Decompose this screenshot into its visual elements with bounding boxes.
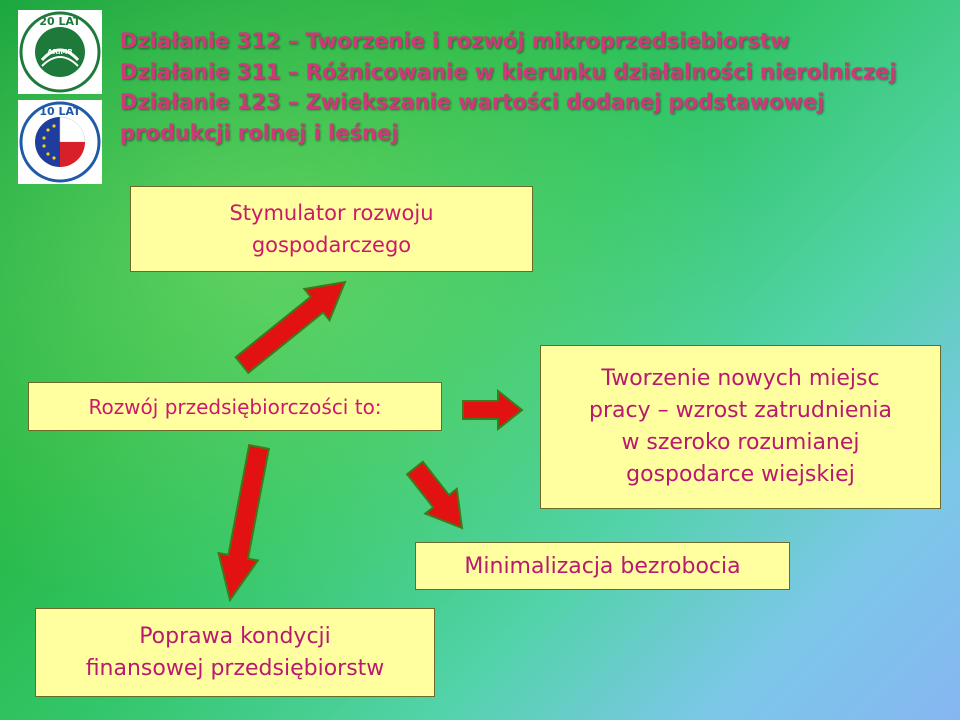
stimulator-box (130, 186, 533, 272)
logo2-title: 10 LAT (39, 105, 81, 118)
financial-line-2: finansowej przedsiębiorstw (85, 655, 385, 681)
financial-line-1: Poprawa kondycji (139, 623, 331, 649)
arrow-to-unemployment (407, 462, 462, 528)
jobs-line-3: w szeroko rozumianej (621, 430, 860, 455)
arrow-to-stimulator (236, 282, 345, 373)
jobs-line-2: pracy – wzrost zatrudnienia (589, 398, 892, 423)
title-line-123: Działanie 123 – Zwiekszanie wartości dodanej podstawowej (120, 90, 825, 114)
jobs-line-4: gospodarce wiejskiej (626, 462, 855, 487)
stimulator-line-2: gospodarczego (251, 233, 412, 257)
arrow-to-financial (219, 445, 269, 600)
arrow-to-jobs (463, 391, 522, 429)
jobs-line-1: Tworzenie nowych miejsc (601, 366, 880, 391)
entrepreneurship-box (28, 382, 442, 431)
title-line-311: Działanie 311 – Różnicowanie w kierunku działalności nierolniczej (120, 59, 897, 84)
logo1-mark: ARiMR (47, 48, 73, 56)
entrepreneurship-label: Rozwój przedsiębiorczości to: (88, 394, 382, 419)
title-line-312: Działanie 312 – Tworzenie i rozwój mikroprzedsiebiorstw (120, 29, 790, 53)
logo1-title: 20 LAT (39, 15, 81, 28)
title-line-123-cont: produkcji rolnej i leśnej (120, 120, 399, 145)
unemployment-reduction-box (415, 542, 790, 590)
jobs-creation-box (540, 345, 941, 509)
financial-condition-box (35, 608, 435, 697)
stimulator-line-1: Stymulator rozwoju (229, 201, 434, 225)
unemployment-label: Minimalizacja bezrobocia (464, 553, 741, 579)
